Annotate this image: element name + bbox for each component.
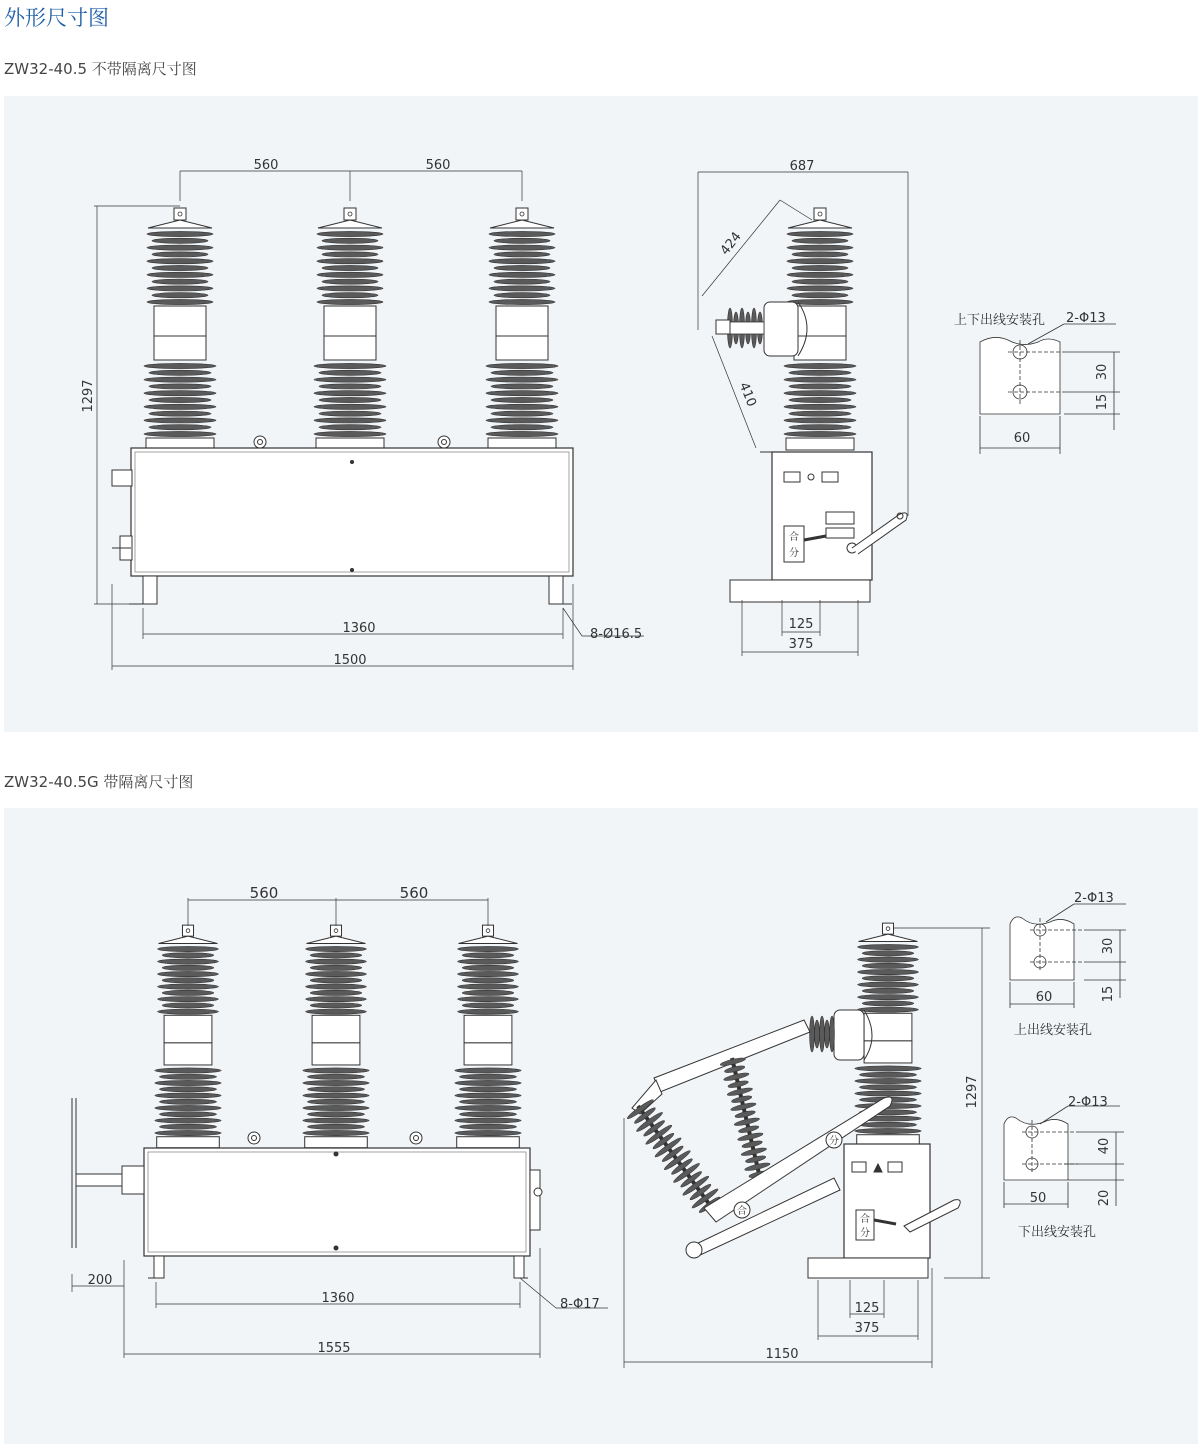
dim-height: 1297: [965, 1075, 980, 1109]
insulator-shed: [307, 1099, 364, 1104]
insulator-shed: [155, 1105, 221, 1110]
dim-lower-reach: 410: [735, 380, 759, 410]
insulator-shed: [486, 431, 558, 436]
dim-pitch-1: 560: [253, 158, 279, 173]
insulator-shed: [155, 1093, 221, 1098]
insulator-shed: [310, 965, 362, 970]
insulator-shed: [147, 286, 213, 291]
insulator-shed: [489, 259, 555, 264]
dim-base-outer: 375: [854, 1321, 880, 1336]
pole-3: [486, 208, 558, 450]
dim-overall-width: 1555: [317, 1341, 351, 1356]
bushing-shed: [815, 1020, 820, 1048]
insulator-shed: [784, 418, 856, 423]
pole-2: [303, 925, 369, 1148]
insulator-shed: [152, 279, 208, 284]
close-label: 合: [789, 532, 799, 543]
insulator-shed: [319, 425, 381, 430]
insulator-shed: [159, 1087, 216, 1092]
insulator-shed: [455, 1080, 521, 1085]
insulator-shed: [306, 984, 367, 989]
insulator-shed: [489, 231, 555, 236]
insulator-shed: [147, 272, 213, 277]
insulator-shed: [159, 1124, 216, 1129]
insulator-shed: [792, 238, 848, 243]
insulator-shed: [144, 431, 216, 436]
insulator-shed: [862, 988, 914, 993]
insulator-shed: [787, 272, 853, 277]
insulator-shed: [462, 1003, 514, 1008]
insulator-shed: [303, 1080, 369, 1085]
insulator-shed: [147, 231, 213, 236]
insulator-shed: [858, 957, 919, 962]
insulator-shed: [792, 265, 848, 270]
insulator-shed: [491, 425, 553, 430]
insulator-shed: [458, 946, 519, 951]
insulator-shed: [317, 272, 383, 277]
hole-label: 上下出线安装孔: [954, 313, 1046, 328]
insulator-shed: [319, 411, 381, 416]
insulator-shed: [858, 994, 919, 999]
insulator-shed: [322, 265, 378, 270]
insulator-shed: [859, 1072, 916, 1077]
page-title: 外形尺寸图: [4, 6, 109, 30]
lower-hole-spec: 2-Φ13: [1068, 1095, 1108, 1110]
insulator-shed: [149, 397, 211, 402]
bushing-shed: [810, 1016, 815, 1052]
lower-hole-label: 下出线安装孔: [1018, 1225, 1097, 1240]
dim-depth: 687: [789, 159, 815, 174]
insulator-shed: [784, 431, 856, 436]
insulator-shed: [486, 377, 558, 382]
dim-side-offset: 200: [87, 1273, 113, 1288]
insulator-shed: [458, 1009, 519, 1014]
insulator-shed: [862, 976, 914, 981]
dim-hole-horiz: 60: [1013, 431, 1031, 446]
insulator-shed: [155, 1130, 221, 1135]
insulator-shed: [792, 279, 848, 284]
insulator-shed: [858, 969, 919, 974]
dim-lower-vert-a: 40: [1097, 1137, 1112, 1155]
insulator-shed: [158, 996, 219, 1001]
hole-spec: 2-Φ13: [1066, 311, 1106, 326]
insulator-shed: [789, 411, 851, 416]
insulator-shed: [494, 252, 550, 257]
dim-mount-holes: 8-Ø16.5: [590, 627, 643, 642]
insulator-shed: [455, 1068, 521, 1073]
insulator-shed: [459, 1112, 516, 1117]
insulator-shed: [144, 391, 216, 396]
insulator-shed: [306, 996, 367, 1001]
close-label: 合: [860, 1214, 870, 1225]
insulator-shed: [486, 404, 558, 409]
disc-close-mark: 合: [737, 1206, 747, 1217]
insulator-shed: [149, 425, 211, 430]
insulator-shed: [855, 1078, 921, 1083]
insulator-shed: [152, 252, 208, 257]
insulator-shed: [310, 953, 362, 958]
front-view-1: [81, 158, 644, 670]
insulator-shed: [307, 1124, 364, 1129]
insulator-shed: [162, 978, 214, 983]
dim-lower-vert-b: 20: [1097, 1189, 1112, 1207]
insulator-shed: [317, 299, 383, 304]
insulator-shed: [494, 279, 550, 284]
dim-upper-horiz: 60: [1035, 990, 1053, 1005]
insulator-shed: [491, 411, 553, 416]
pole-1: [144, 208, 216, 450]
dim-height: 1297: [81, 379, 96, 413]
insulator-shed: [486, 418, 558, 423]
insulator-shed: [306, 971, 367, 976]
insulator-shed: [862, 951, 914, 956]
insulator-shed: [152, 238, 208, 243]
insulator-shed: [459, 1074, 516, 1079]
dim-mount-span: 1360: [342, 621, 376, 636]
insulator-shed: [792, 293, 848, 298]
insulator-shed: [322, 252, 378, 257]
insulator-shed: [307, 1112, 364, 1117]
insulator-shed: [162, 953, 214, 958]
section-title-2: ZW32-40.5G 带隔离尺寸图: [4, 773, 194, 791]
insulator-shed: [859, 1122, 916, 1127]
insulator-shed: [314, 404, 386, 409]
insulator-shed: [314, 391, 386, 396]
insulator-shed: [310, 978, 362, 983]
insulator-shed: [149, 384, 211, 389]
insulator-shed: [306, 1009, 367, 1014]
dim-lower-horiz: 50: [1029, 1191, 1047, 1206]
dim-upper-reach: 424: [717, 229, 745, 259]
drawing-1: [4, 96, 1198, 732]
insulator-shed: [314, 418, 386, 423]
insulator-shed: [158, 984, 219, 989]
insulator-shed: [303, 1093, 369, 1098]
insulator-shed: [462, 965, 514, 970]
insulator-shed: [155, 1068, 221, 1073]
insulator-shed: [303, 1105, 369, 1110]
insulator-shed: [486, 391, 558, 396]
insulator-shed: [462, 990, 514, 995]
insulator-shed: [458, 996, 519, 1001]
insulator-shed: [462, 953, 514, 958]
dim-upper-vert-a: 30: [1101, 937, 1116, 955]
insulator-shed: [858, 944, 919, 949]
insulator-shed: [149, 411, 211, 416]
insulator-shed: [303, 1118, 369, 1123]
insulator-shed: [859, 1085, 916, 1090]
insulator-shed: [322, 238, 378, 243]
dim-side-overall: 1150: [765, 1347, 799, 1362]
disconnector-insulator-2: [720, 1056, 771, 1178]
insulator-shed: [310, 1003, 362, 1008]
drawing-panel-2: [4, 808, 1198, 1444]
insulator-shed: [159, 1112, 216, 1117]
insulator-shed: [455, 1130, 521, 1135]
insulator-shed: [149, 370, 211, 375]
insulator-shed: [162, 965, 214, 970]
insulator-shed: [862, 963, 914, 968]
insulator-shed: [862, 1001, 914, 1006]
insulator-shed: [158, 946, 219, 951]
insulator-shed: [494, 265, 550, 270]
hole-detail-upper: [1010, 891, 1126, 1038]
insulator-shed: [147, 299, 213, 304]
insulator-shed: [455, 1105, 521, 1110]
insulator-shed: [144, 377, 216, 382]
insulator-shed: [858, 1007, 919, 1012]
dim-pitch-2: 560: [399, 884, 429, 902]
dim-hole-vert-a: 30: [1095, 363, 1110, 381]
insulator-shed: [491, 370, 553, 375]
dim-overall-width: 1500: [333, 653, 367, 668]
insulator-shed: [307, 1087, 364, 1092]
dim-mount-span: 1360: [321, 1291, 355, 1306]
bushing-shed: [820, 1016, 825, 1052]
insulator-shed: [459, 1099, 516, 1104]
insulator-shed: [152, 265, 208, 270]
insulator-shed: [787, 286, 853, 291]
insulator-shed: [489, 286, 555, 291]
bushing-shed: [825, 1020, 830, 1048]
insulator-shed: [314, 377, 386, 382]
insulator-shed: [489, 272, 555, 277]
insulator-shed: [789, 425, 851, 430]
insulator-shed: [789, 370, 851, 375]
insulator-shed: [162, 990, 214, 995]
dim-pitch-1: 560: [249, 884, 279, 902]
side-view-1: [698, 159, 908, 656]
insulator-shed: [317, 286, 383, 291]
insulator-shed: [144, 404, 216, 409]
insulator-shed: [855, 1128, 921, 1133]
insulator-shed: [303, 1130, 369, 1135]
dim-hole-vert-b: 15: [1095, 393, 1110, 411]
pole-2: [314, 208, 386, 450]
insulator-shed: [494, 238, 550, 243]
insulator-shed: [459, 1087, 516, 1092]
disc-open-mark: 分: [829, 1136, 839, 1147]
insulator-shed: [322, 293, 378, 298]
insulator-shed: [458, 959, 519, 964]
open-label: 分: [860, 1228, 870, 1239]
insulator-shed: [147, 245, 213, 250]
insulator-shed: [303, 1068, 369, 1073]
insulator-shed: [319, 397, 381, 402]
insulator-shed: [159, 1074, 216, 1079]
insulator-shed: [458, 971, 519, 976]
insulator-shed: [319, 384, 381, 389]
side-view-2: [624, 923, 990, 1368]
insulator-shed: [486, 363, 558, 368]
insulator-shed: [455, 1118, 521, 1123]
insulator-shed: [855, 1091, 921, 1096]
insulator-shed: [314, 431, 386, 436]
insulator-shed: [158, 971, 219, 976]
insulator-shed: [155, 1080, 221, 1085]
hole-detail-lower: [1004, 1095, 1124, 1240]
drawing-panel-1: [4, 96, 1198, 732]
insulator-shed: [789, 384, 851, 389]
insulator-shed: [319, 370, 381, 375]
insulator-shed: [158, 1009, 219, 1014]
insulator-shed: [494, 293, 550, 298]
insulator-shed: [784, 391, 856, 396]
insulator-shed: [307, 1074, 364, 1079]
insulator-shed: [310, 990, 362, 995]
insulator-shed: [317, 245, 383, 250]
insulator-shed: [784, 363, 856, 368]
drawing-2: [4, 808, 1198, 1444]
insulator-shed: [787, 231, 853, 236]
insulator-shed: [322, 279, 378, 284]
dim-base-outer: 375: [788, 637, 814, 652]
insulator-shed: [489, 245, 555, 250]
dim-base-inner: 125: [854, 1301, 880, 1316]
insulator-shed: [152, 293, 208, 298]
insulator-shed: [314, 363, 386, 368]
insulator-shed: [147, 259, 213, 264]
insulator-shed: [158, 959, 219, 964]
insulator-shed: [458, 984, 519, 989]
insulator-shed: [306, 959, 367, 964]
dim-pitch-2: 560: [425, 158, 451, 173]
insulator-shed: [858, 982, 919, 987]
upper-hole-spec: 2-Φ13: [1074, 891, 1114, 906]
pole-1: [155, 925, 221, 1148]
insulator-shed: [792, 252, 848, 257]
insulator-shed: [787, 259, 853, 264]
dim-base-inner: 125: [788, 617, 814, 632]
insulator-shed: [159, 1099, 216, 1104]
insulator-shed: [462, 978, 514, 983]
dim-upper-vert-b: 15: [1101, 985, 1116, 1003]
insulator-shed: [784, 404, 856, 409]
insulator-shed: [155, 1118, 221, 1123]
insulator-shed: [855, 1066, 921, 1071]
insulator-shed: [491, 384, 553, 389]
insulator-shed: [789, 397, 851, 402]
open-label: 分: [789, 548, 799, 559]
insulator-shed: [317, 259, 383, 264]
front-view-2: [72, 884, 608, 1358]
bushing-shed: [830, 1016, 835, 1052]
disconnector-insulator-1: [626, 1098, 722, 1214]
insulator-shed: [306, 946, 367, 951]
upper-hole-label: 上出线安装孔: [1014, 1023, 1093, 1038]
insulator-shed: [489, 299, 555, 304]
insulator-shed: [784, 377, 856, 382]
section-title-1: ZW32-40.5 不带隔离尺寸图: [4, 60, 197, 78]
insulator-shed: [317, 231, 383, 236]
dim-mount-holes: 8-Φ17: [560, 1297, 600, 1312]
insulator-shed: [162, 1003, 214, 1008]
hole-detail-1: [954, 311, 1120, 454]
pole-3: [455, 925, 521, 1148]
insulator-shed: [491, 397, 553, 402]
insulator-shed: [787, 245, 853, 250]
insulator-shed: [144, 418, 216, 423]
insulator-shed: [455, 1093, 521, 1098]
insulator-shed: [144, 363, 216, 368]
insulator-shed: [459, 1124, 516, 1129]
